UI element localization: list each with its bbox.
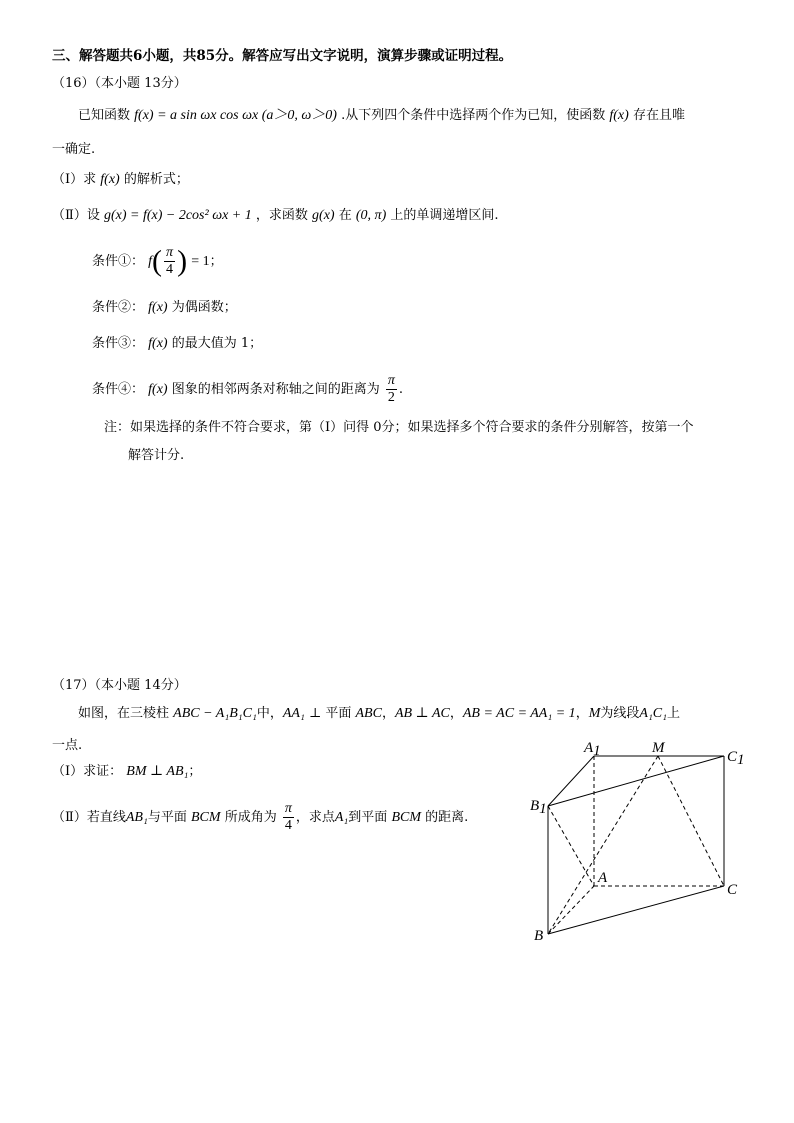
q16-cond1-label: 条件①： (92, 254, 145, 269)
q17-part1-math: BM ⊥ AB₁ (126, 764, 189, 779)
q17-part2 (52, 800, 468, 836)
q16-cond2 (92, 298, 237, 318)
q16-cond1-num: π (166, 245, 174, 260)
q17-comma3: ， (575, 706, 589, 721)
q17-part1-end: ； (188, 764, 202, 779)
q17-part2-bcm2: BCM (391, 810, 422, 825)
q16-part2-label: （Ⅱ）设 (52, 208, 100, 223)
q17-abc: ABC (355, 706, 382, 721)
q17-ab-perp-ac: AB ⊥ AC (394, 706, 450, 721)
q16-cond1-end: ； (209, 254, 223, 269)
q16-cond4-num: π (387, 373, 395, 388)
q16-intro-c: 存在且唯 (632, 108, 685, 123)
edge-b1-a (548, 806, 594, 886)
q16-cond1 (92, 244, 223, 280)
edge-m-c (658, 756, 724, 886)
q16-cond3 (92, 334, 262, 354)
q17-m: M (588, 706, 601, 721)
q16-part2-text-b: 在 (338, 208, 352, 223)
q17-part2-den: 4 (284, 818, 292, 833)
q16-part2-text-c: 上的单调递增区间. (390, 208, 499, 223)
q17-part2-frac (283, 801, 294, 834)
label-b1: B1 (530, 798, 547, 817)
q16-cond2-text: 为偶函数； (171, 300, 237, 315)
q16-cond1-eq: = 1 (191, 254, 210, 269)
q16-note-b: 解答计分. (128, 448, 185, 463)
q16-cond2-label: 条件②： (92, 300, 145, 315)
q16-intro-a: 已知函数 (78, 108, 131, 123)
label-a1: A1 (584, 740, 601, 759)
q16-intro-fx: f(x) (609, 108, 629, 123)
q16-part1-label: （Ⅰ）求 (52, 172, 97, 187)
q16-cond1-rparen: ) (177, 244, 188, 278)
edge-b-c (548, 886, 724, 934)
q16-cond1-frac (164, 245, 175, 278)
q16-cond1-den: 4 (166, 262, 174, 277)
q17-part2-num: π (284, 801, 292, 816)
q16-part2-gdef: g(x) = f(x) − 2cos² ωx + 1 (103, 208, 252, 223)
q16-part1-fx: f(x) (100, 172, 120, 187)
q17-part2-text-b: 所成角为 (224, 810, 277, 825)
q17-perp-text: ⊥ 平面 (308, 706, 352, 721)
q16-part2-text-a: ，求函数 (255, 208, 308, 223)
q16-cond4-fx: f(x) (148, 382, 168, 397)
edge-m-b (548, 756, 658, 934)
label-m: M (652, 740, 665, 756)
q16-cond1-lparen: ( (152, 244, 163, 278)
label-c: C (727, 882, 738, 898)
q16-cond2-fx: f(x) (148, 300, 168, 315)
q16-cond4 (92, 372, 403, 408)
q16-part2-gx: g(x) (312, 208, 335, 223)
q16-intro-line1 (78, 106, 685, 126)
q16-part1 (52, 170, 189, 190)
q16-intro-b: .从下列四个条件中选择两个作为已知，使函数 (341, 108, 606, 123)
q17-prism: ABC − A₁B₁C₁ (173, 706, 257, 721)
q17-intro-e: 一点. (52, 738, 83, 753)
q17-aa1: AA₁ (282, 706, 305, 721)
q17-intro-c: 为线段 (600, 706, 640, 721)
q16-note-a: 注：如果选择的条件不符合要求，第（Ⅰ）问得 0分；如果选择多个符合要求的条件分别解答，按第一个 (104, 420, 694, 435)
q16-cond4-frac (386, 373, 397, 406)
edge-b-a (548, 886, 594, 934)
label-c1: C1 (727, 749, 745, 768)
q17-intro-a: 如图，在三棱柱 (78, 706, 170, 721)
q17-part2-text-e: 的距离. (425, 810, 469, 825)
q17-part2-a1: A₁ (334, 810, 349, 825)
prism-figure (528, 736, 768, 946)
q17-part2-text-a: 与平面 (147, 810, 187, 825)
q16-intro-d: 一确定. (52, 142, 96, 157)
q16-cond4-text: 图象的相邻两条对称轴之间的距离为 (171, 382, 380, 397)
edge-b1-c1 (548, 756, 724, 806)
q16-cond4-label: 条件④： (92, 382, 145, 397)
q17-intro-d: 上 (667, 706, 681, 721)
q17-header: （17）（本小题 14分） (52, 678, 187, 693)
q16-part1-text: 的解析式； (123, 172, 189, 187)
q16-cond1-f: f (148, 254, 153, 269)
q16-cond3-label: 条件③： (92, 336, 145, 351)
q16-part2-interval: (0, π) (355, 208, 387, 223)
q16-cond3-fx: f(x) (148, 336, 168, 351)
section-heading: 三、解答题共6小题，共85分。解答应写出文字说明，演算步骤或证明过程。 (52, 48, 513, 64)
q17-a1c1: A₁C₁ (639, 706, 668, 721)
q17-part1-label: （Ⅰ）求证： (52, 764, 123, 779)
q16-cond4-end: . (398, 382, 404, 397)
q17-intro-line1 (78, 704, 680, 724)
q16-cond3-text: 的最大值为 1； (171, 336, 263, 351)
q17-comma2: ， (449, 706, 463, 721)
q17-comma1: ， (381, 706, 395, 721)
q17-part1 (52, 762, 201, 782)
q17-part2-text-d: 到平面 (348, 810, 388, 825)
q17-part2-label: （Ⅱ）若直线 (52, 810, 126, 825)
label-a: A (598, 870, 608, 886)
q16-intro-func: f(x) = a sin ωx cos ωx (a＞0, ω＞0) (134, 108, 337, 123)
q16-part2 (52, 206, 499, 226)
q17-part2-ab1: AB₁ (125, 810, 148, 825)
q17-lengths: AB = AC = AA₁ = 1 (462, 706, 576, 721)
q17-part2-text-c: ，求点 (295, 810, 335, 825)
edge-b1-a1 (548, 756, 594, 806)
label-b: B (534, 928, 544, 944)
q17-part2-bcm: BCM (190, 810, 221, 825)
q16-cond4-den: 2 (387, 390, 395, 405)
q16-header: （16）（本小题 13分） (52, 76, 187, 91)
q17-intro-b: 中， (256, 706, 283, 721)
